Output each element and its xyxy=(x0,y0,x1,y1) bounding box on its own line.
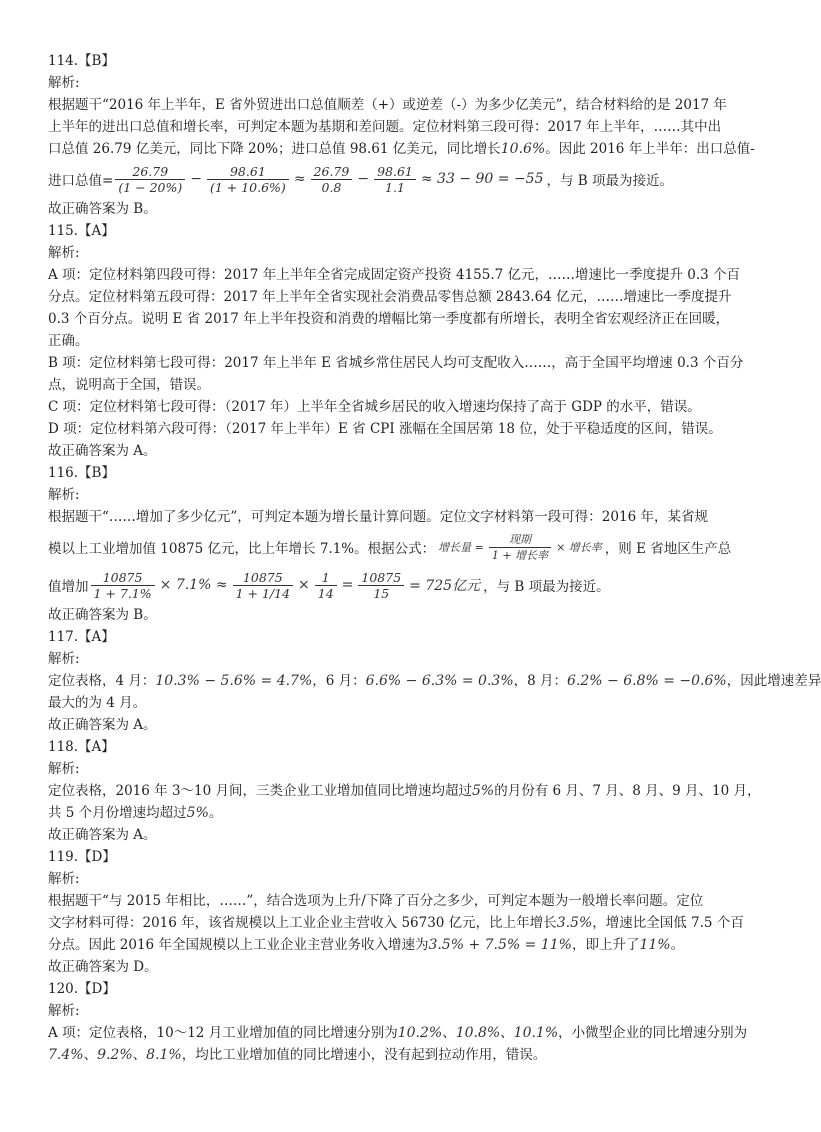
q117-heading: 117.【A】 xyxy=(48,629,115,645)
q114-formula: 进口总值= $\frac{26.79}{(1 - 20\%)}$ − $\frac{98.61}{(1 + 10.6\%)}$ ≈ $\frac{26.79}{0.8}$ − $\frac{98.61}{1.1}$ ≈ 33 − 90 = −55 ，与 B 项最为接近。 xyxy=(48,163,674,195)
q119-heading: 119.【D】 xyxy=(48,849,116,865)
q114-heading: 114.【B】 xyxy=(48,53,115,69)
q120-text-1: A 项：定位表格，10～12 月工业增加值的同比增速分别为10.2%、10.8%、10.1%，小微型企业的同比增速分别为 xyxy=(48,1025,748,1041)
q118-label: 解析: xyxy=(48,761,80,777)
q115-text-1: A 项：定位材料第四段可得：2017 年上半年全省完成固定资产投资 4155.7 亿元，……增速比一季度提升 0.3 个百 xyxy=(48,267,741,283)
fraction: $\frac{26.79}{(1 - 20\%)}$ xyxy=(115,164,185,195)
q115-text-4: 正确。 xyxy=(48,333,89,349)
q118-heading: 118.【A】 xyxy=(48,739,115,755)
q119-text-2: 文字材料可得：2016 年，该省规模以上工业企业主营收入 56730 亿元，比上年增长3.5%，增速比全国低 7.5 个百 xyxy=(48,915,744,931)
q114-text-2: 上半年的进出口总值和增长率，可判定本题为基期和差问题。定位材料第三段可得：2017 年上半年，……其中出 xyxy=(48,119,722,135)
fraction: $\frac{10875}{15}$ xyxy=(358,570,404,601)
q115-text-3: 0.3 个百分点。说明 E 省 2017 年上半年投资和消费的增幅比第一季度都有所增长，表明全省宏观经济正在回暖， xyxy=(48,311,730,327)
q118-text-1: 定位表格，2016 年 3～10 月间，三类企业工业增加值同比增速均超过5%的月份有 6 月、7 月、8 月、9 月、10 月， xyxy=(48,783,761,799)
q115-text-7: C 项：定位材料第七段可得：（2017 年）上半年全省城乡居民的收入增速均保持了高于 GDP 的水平，错误。 xyxy=(48,399,701,415)
q118-text-2: 共 5 个月份增速均超过5%。 xyxy=(48,805,223,821)
q119-label: 解析: xyxy=(48,871,80,887)
q117-text-2: 最大的为 4 月。 xyxy=(48,695,147,711)
answer-explanations xyxy=(48,50,821,1066)
q120-label: 解析: xyxy=(48,1003,80,1019)
q119-text-1: 根据题干“与 2015 年相比，……”，结合选项为上升/下降了百分之多少，可判定本题为一般增长率问题。定位 xyxy=(48,893,704,909)
q115-label: 解析: xyxy=(48,245,80,261)
fraction: $\frac{98.61}{(1 + 10.6\%)}$ xyxy=(207,164,289,195)
q115-text-8: D 项：定位材料第六段可得：（2017 年上半年）E 省 CPI 涨幅在全国居第 18 位，处于平稳适度的区间，错误。 xyxy=(48,421,722,437)
q116-text-2: 模以上工业增加值 10875 亿元，比上年增长 7.1%。根据公式： 增长量 = $\frac{\text{现期}}{\text{1 + 增长率}}$ × 增长率 ，则 E 省地区生产总 xyxy=(48,532,732,562)
q118-answer: 故正确答案为 A。 xyxy=(48,827,157,843)
q116-text-1: 根据题干“……增加了多少亿元”，可判定本题为增长量计算问题。定位文字材料第一段可得：2016 年，某省规 xyxy=(48,509,708,525)
q116-formula: 值增加 $\frac{10875}{1 + 7.1\%}$ × 7.1% ≈ $\frac{10875}{1 + 1/14}$ × $\frac{1}{14}$ = $\frac{10875}{15}$ = 725亿元 ，与 B 项最为接近。 xyxy=(48,569,610,601)
q114-label: 解析: xyxy=(48,75,80,91)
q115-answer: 故正确答案为 A。 xyxy=(48,443,157,459)
q116-answer: 故正确答案为 B。 xyxy=(48,607,157,623)
fraction: $\frac{98.61}{1.1}$ xyxy=(374,164,416,195)
q117-text-1: 定位表格，4 月：10.3% − 5.6% = 4.7%，6 月：6.6% − 6.3% = 0.3%，8 月：6.2% − 6.8% = −0.6%，因此增速差异 xyxy=(48,673,821,689)
fraction: $\frac{26.79}{0.8}$ xyxy=(311,164,353,195)
q117-answer: 故正确答案为 A。 xyxy=(48,717,157,733)
q117-label: 解析: xyxy=(48,651,80,667)
q116-heading: 116.【B】 xyxy=(48,465,115,481)
q120-heading: 120.【D】 xyxy=(48,981,116,997)
q115-text-2: 分点。定位材料第五段可得：2017 年上半年全省实现社会消费品零售总额 2843.64 亿元，……增速比一季度提升 xyxy=(48,289,732,305)
q115-text-5: B 项：定位材料第七段可得：2017 年上半年 E 省城乡常住居民人均可支配收入……，高于全国平均增速 0.3 个百分 xyxy=(48,355,744,371)
q119-text-3: 分点。因此 2016 年全国规模以上工业企业主营业务收入增速为3.5% + 7.5% = 11%，即上升了11%。 xyxy=(48,937,685,953)
q116-label: 解析: xyxy=(48,487,80,503)
fraction: $\frac{10875}{1 + 1/14}$ xyxy=(233,570,293,601)
math-inline: 10.6% xyxy=(500,141,546,157)
q120-text-2: 7.4%、9.2%、8.1%，均比工业增加值的同比增速小，没有起到拉动作用，错误。 xyxy=(48,1047,547,1063)
fraction: $\frac{\text{现期}}{\text{1 + 增长率}}$ xyxy=(489,532,551,563)
fraction: $\frac{1}{14}$ xyxy=(315,570,337,601)
q114-answer: 故正确答案为 B。 xyxy=(48,201,157,217)
q115-text-6: 点，说明高于全国，错误。 xyxy=(48,377,210,393)
q119-answer: 故正确答案为 D。 xyxy=(48,959,158,975)
q115-heading: 115.【A】 xyxy=(48,223,115,239)
q114-text-1: 根据题干“2016 年上半年，E 省外贸进出口总值顺差（+）或逆差（-）为多少亿美元”，结合材料给的是 2017 年 xyxy=(48,97,727,113)
fraction: $\frac{10875}{1 + 7.1\%}$ xyxy=(91,570,155,601)
q114-text-3: 口总值 26.79 亿美元，同比下降 20%；进口总值 98.61 亿美元，同比增长10.6%。因此 2016 年上半年：出口总值- xyxy=(48,141,755,157)
